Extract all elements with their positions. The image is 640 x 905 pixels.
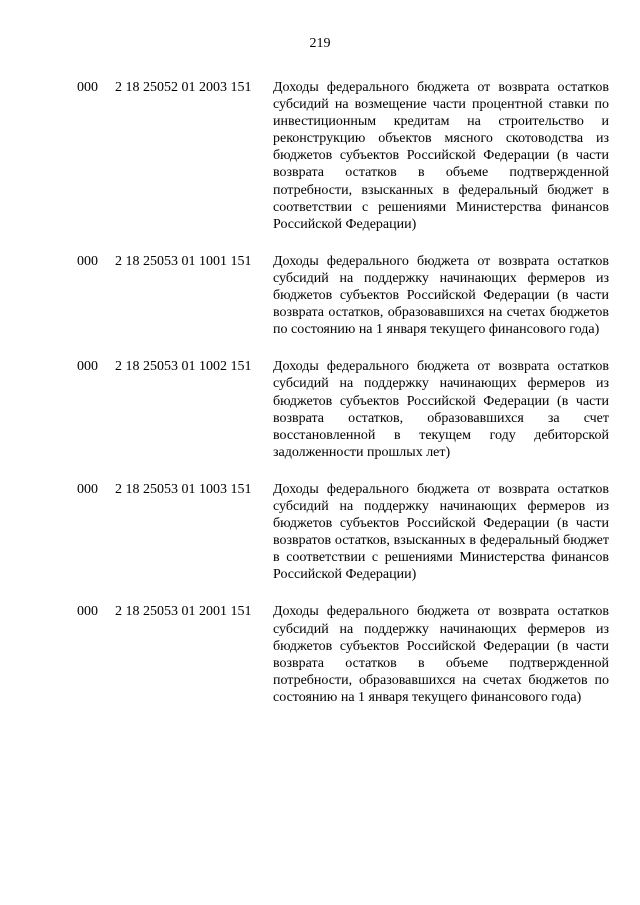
budget-classification-code: 2 18 25053 01 1003 151: [115, 481, 252, 497]
administrator-code: 000: [77, 253, 98, 269]
administrator-code: 000: [77, 604, 98, 620]
budget-classification-code: 2 18 25053 01 1001 151: [115, 253, 252, 269]
administrator-code: 000: [77, 80, 98, 95]
table-row: [77, 358, 607, 461]
budget-codes-table: [77, 79, 607, 726]
administrator-code: 000: [77, 481, 98, 497]
table-row: [77, 253, 607, 338]
budget-classification-code: 2 18 25052 01 2003 151: [115, 80, 252, 95]
table-row: [77, 79, 607, 233]
income-description: Доходы федерального бюджета от возврата остатков субсидий на поддержку начинающих фермеров из бюджетов субъектов Российской Федерации (в части возвратов остатков, взысканных в федеральный бюджет в соответствии с решениями Министерства финансов Российской Федерации): [273, 481, 609, 583]
table-row: [77, 603, 607, 706]
budget-classification-code: 2 18 25053 01 2001 151: [115, 604, 252, 620]
income-description: Доходы федерального бюджета от возврата остатков субсидий на возмещение части процентной ставки по инвестиционным кредитам на строительство и реконструкцию объектов мясного скотоводства из бюджетов субъектов Российской Федерации (в части возврата остатков в объеме подтвержденной потребности, взысканных в федеральный бюджет в соответствии с решениями Министерства финансов Российской Федерации): [273, 80, 609, 232]
income-description: Доходы федерального бюджета от возврата остатков субсидий на поддержку начинающих фермеров из бюджетов субъектов Российской Федерации (в части возврата остатков, образовавшихся на счетах бюджетов по состоянию на 1 января текущего финансового года): [273, 253, 609, 338]
income-description: Доходы федерального бюджета от возврата остатков субсидий на поддержку начинающих фермеров из бюджетов субъектов Российской Федерации (в части возврата остатков в объеме подтвержденной потребности, образовавшихся на счетах бюджетов по состоянию на 1 января текущего финансового года): [273, 604, 609, 705]
budget-classification-code: 2 18 25053 01 1002 151: [115, 359, 252, 375]
table-row: [77, 481, 607, 584]
income-description: Доходы федерального бюджета от возврата остатков субсидий на поддержку начинающих фермеров из бюджетов субъектов Российской Федерации (в части возврата остатков, образовавшихся за счет восстановленной в текущем году дебиторской задолженности прошлых лет): [273, 359, 609, 460]
administrator-code: 000: [77, 359, 98, 375]
page-number: 219: [309, 36, 331, 51]
